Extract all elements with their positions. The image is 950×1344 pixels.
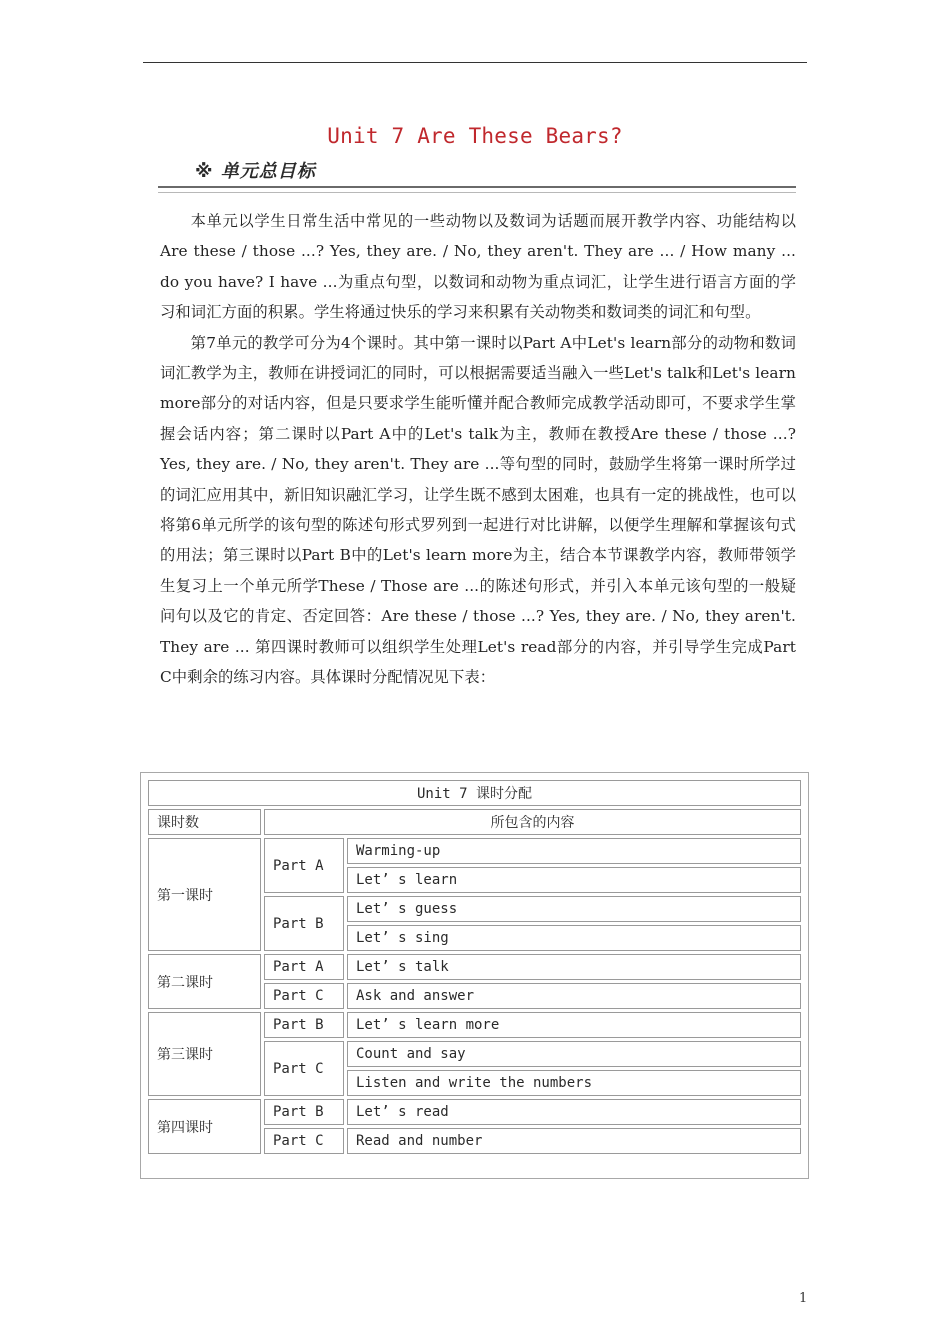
- paragraph: 本单元以学生日常生活中常见的一些动物以及数词为话题而展开教学内容、功能结构以Are these / those ...? Yes, they are. / No, they aren't. They are ... / How many ... do you have? I have ...为重点句型，以数词和动物为重点词汇，让学生进行语言方面的学习和词汇方面的积累。学生将通过快乐的学习来积累有关动物类和数词类的词汇和句型。: [160, 212, 796, 322]
- lesson-cell: 第三课时: [148, 1012, 261, 1096]
- content-cell: Let’ s read: [347, 1099, 801, 1125]
- lesson-allocation-table: [140, 772, 809, 1179]
- section-divider: [158, 186, 796, 193]
- table-row: [148, 838, 801, 864]
- section-heading: ※ 单元总目标: [195, 161, 316, 182]
- table-row: [148, 1099, 801, 1125]
- page-title: Unit 7 Are These Bears?: [327, 124, 623, 148]
- table-caption: Unit 7 课时分配: [148, 780, 801, 806]
- column-header: 所包含的内容: [264, 809, 801, 835]
- header-rule: [143, 62, 807, 63]
- table-row: [148, 780, 801, 806]
- part-cell: Part B: [264, 1012, 344, 1038]
- part-cell: Part C: [264, 983, 344, 1009]
- part-cell: Part A: [264, 838, 344, 893]
- lesson-cell: 第二课时: [148, 954, 261, 1009]
- content-cell: Let’ s guess: [347, 896, 801, 922]
- content-cell: Listen and write the numbers: [347, 1070, 801, 1096]
- table-row: [148, 1012, 801, 1038]
- content-cell: Ask and answer: [347, 983, 801, 1009]
- lesson-cell: 第四课时: [148, 1099, 261, 1154]
- lesson-cell: 第一课时: [148, 838, 261, 951]
- content-cell: Let’ s learn: [347, 867, 801, 893]
- column-header: 课时数: [148, 809, 261, 835]
- content-cell: Let’ s learn more: [347, 1012, 801, 1038]
- page-number: 1: [799, 1291, 808, 1306]
- table-row: [148, 809, 801, 835]
- content-cell: Let’ s sing: [347, 925, 801, 951]
- table-row: [148, 954, 801, 980]
- part-cell: Part B: [264, 1099, 344, 1125]
- paragraph: 第7单元的教学可分为4个课时。其中第一课时以Part A中Let's learn部分的动物和数词词汇教学为主，教师在讲授词汇的同时，可以根据需要适当融入一些Let's talk和Let's learn more部分的对话内容，但是只要求学生能听懂并配合教师完成教学活动即可，不要求学生掌握会话内容；第二课时以Part A中的Let's talk为主，教师在教授Are these / those ...? Yes, they are. / No, they aren't. They are ...等句型的同时，鼓励学生将第一课时所学过的词汇应用其中，新旧知识融汇学习，让学生既不感到太困难，也具有一定的挑战性，也可以将第6单元所学的该句型的陈述句形式罗列到一起进行对比讲解，以便学生理解和掌握该句式的用法；第三课时以Part B中的Let's learn more为主，结合本节课教学内容，教师带领学生复习上一个单元所学These / Those are ...的陈述句形式，并引入本单元该句型的一般疑问句以及它的肯定、否定回答：Are these / those ...? Yes, they are. / No, they aren't. They are ... 第四课时教师可以组织学生处理Let's read部分的内容，并引导学生完成Part C中剩余的练习内容。具体课时分配情况见下表：: [160, 333, 796, 687]
- body-text: [160, 206, 796, 693]
- content-cell: Count and say: [347, 1041, 801, 1067]
- content-cell: Let’ s talk: [347, 954, 801, 980]
- content-cell: Warming-up: [347, 838, 801, 864]
- part-cell: Part C: [264, 1041, 344, 1096]
- lesson-table: [145, 777, 804, 1157]
- part-cell: Part A: [264, 954, 344, 980]
- part-cell: Part B: [264, 896, 344, 951]
- content-cell: Read and number: [347, 1128, 801, 1154]
- part-cell: Part C: [264, 1128, 344, 1154]
